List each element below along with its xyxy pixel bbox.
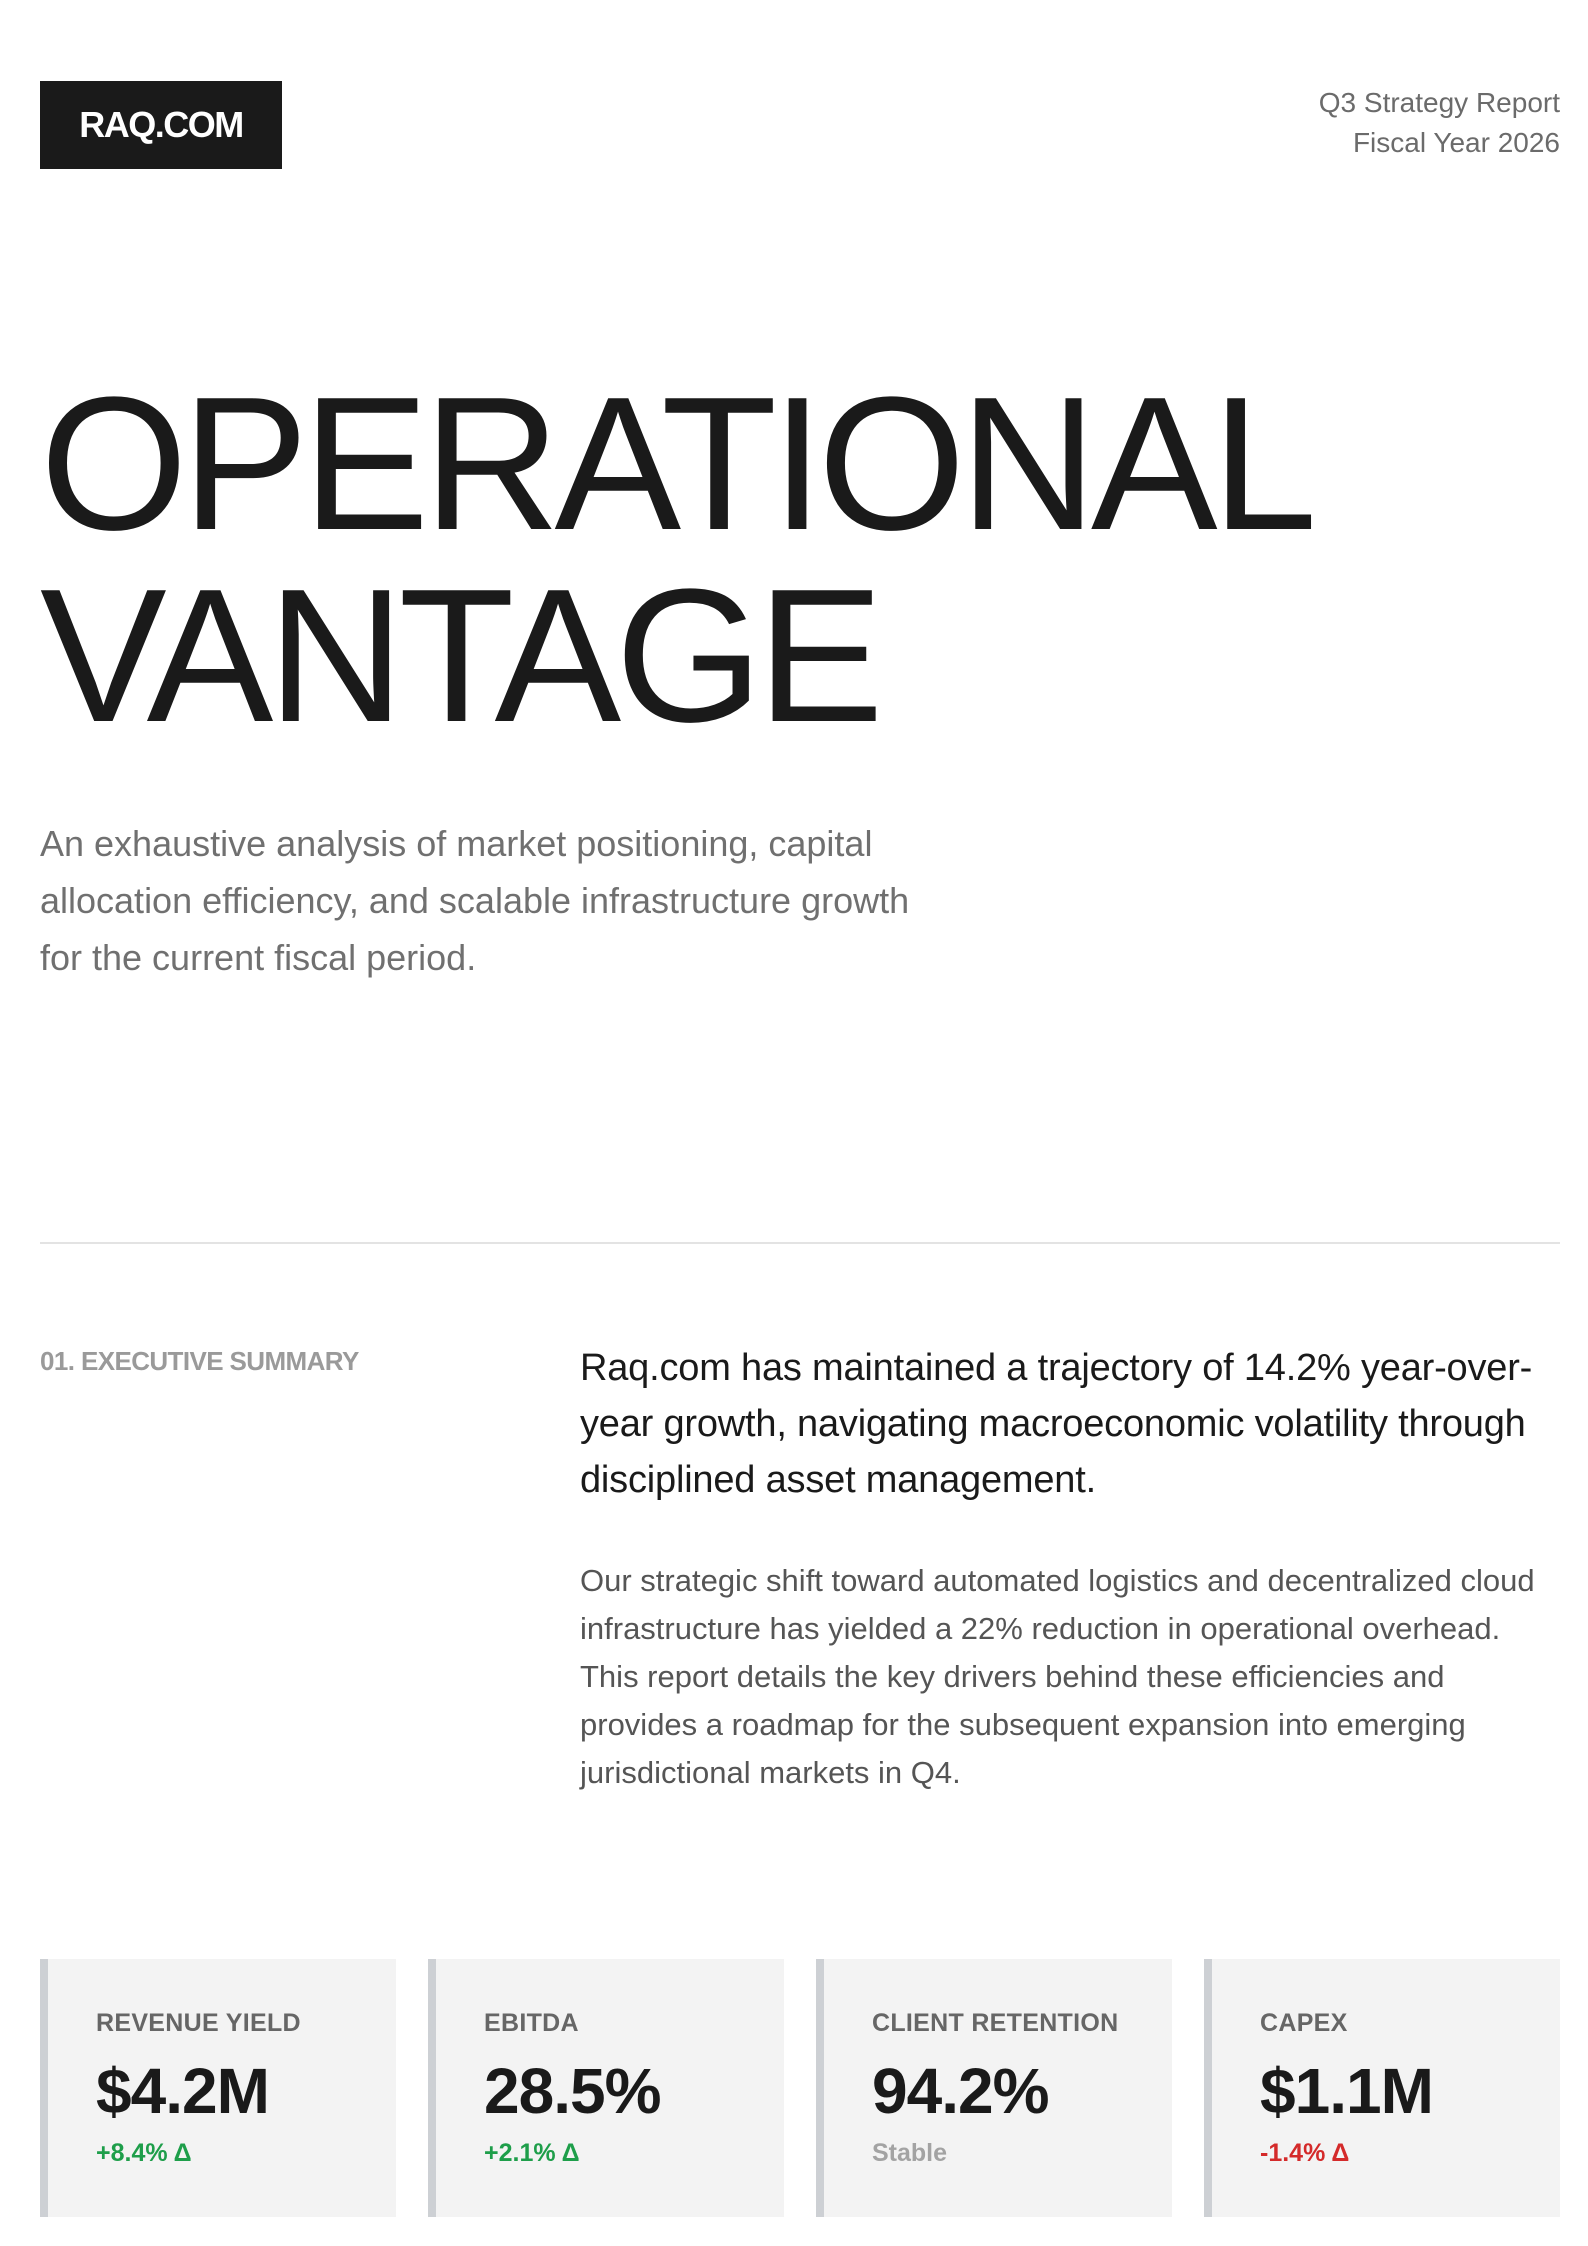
metric-label: EBITDA [484,2009,579,2037]
metric-card-ebitda [428,1959,784,2217]
metric-label: CAPEX [1260,2009,1348,2037]
metric-card-revenue-yield [40,1959,396,2217]
hero-title [40,358,1312,762]
metric-delta: +2.1% Δ [484,2139,580,2167]
hero-title-line-2: VANTAGE [40,550,878,762]
metric-delta: Stable [872,2139,948,2167]
metric-card-capex [1204,1959,1560,2217]
executive-summary-body: Our strategic shift toward automated logistics and decentralized cloud infrastructure has yielded a 22% reduction in operational overhead. This report details the key drivers behind these efficiencies and provides a roadmap for the subsequent expansion into emerging jurisdictional markets in Q4. [580,1563,1535,1790]
metric-value: $1.1M [1260,2055,1433,2127]
metric-delta: +8.4% Δ [96,2139,192,2167]
fiscal-year: Fiscal Year 2026 [1352,127,1560,158]
metric-value: 94.2% [872,2055,1049,2127]
metric-label: REVENUE YIELD [96,2009,301,2037]
metric-value: 28.5% [484,2055,661,2127]
metric-delta: -1.4% Δ [1260,2139,1350,2167]
metrics-row [40,1959,1560,2217]
report-title: Q3 Strategy Report [1318,87,1560,118]
hero-title-line-1: OPERATIONAL [40,358,1312,570]
section-label: 01. EXECUTIVE SUMMARY [40,1346,359,1376]
metric-label: CLIENT RETENTION [872,2009,1119,2037]
logo: RAQ.COM [40,81,282,169]
metric-value: $4.2M [96,2055,269,2127]
hero-subtitle: An exhaustive analysis of market positioning, capital allocation efficiency, and scalable infrastructure growth for the current fiscal period. [40,823,910,978]
section-divider [40,1242,1560,1244]
metric-card-client-retention [816,1959,1172,2217]
report-meta [1319,83,1560,163]
executive-summary-lead: Raq.com has maintained a trajectory of 14.2% year-over-year growth, navigating macroeconomic volatility through disciplined asset management. [580,1347,1533,1501]
